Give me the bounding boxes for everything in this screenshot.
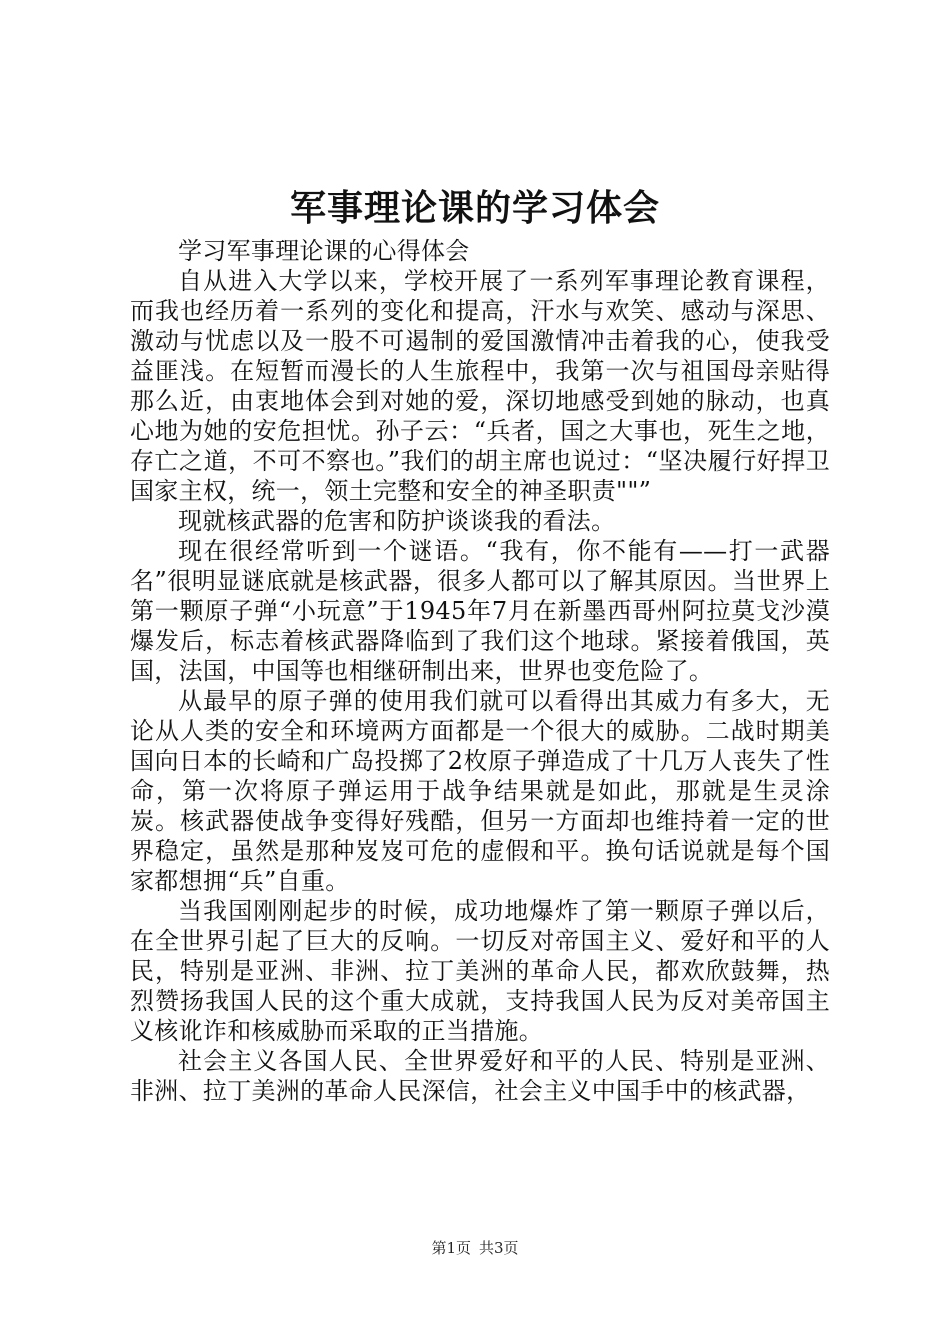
paragraph-intro: 自从进入大学以来，学校开展了一系列军事理论教育课程，而我也经历着一系列的变化和提高，汗水与欢笑、感动与深思、激动与忧虑以及一股不可遏制的爱国激情冲击着我的心，使我受益匪浅。在短暂而漫长的人生旅程中，我第一次与祖国母亲贴得那么近，由衷地体会到对她的爱，深切地感受到她的脉动，也真心地为她的安危担忧。孙子云：“兵者，国之大事也，死生之地，存亡之道，不可不察也。”我们的胡主席也说过：“坚决履行好捍卫国家主权，统一，领土完整和安全的神圣职责""” xyxy=(130,267,830,505)
document-title: 军事理论课的学习体会 xyxy=(289,187,660,229)
page-footer xyxy=(0,1238,950,1258)
paragraph-socialist: 社会主义各国人民、全世界爱好和平的人民、特别是亚洲、非洲、拉丁美洲的革命人民深信，社会主义中国手中的核武器， xyxy=(130,1047,830,1105)
page-number: 第1页 xyxy=(431,1239,471,1257)
paragraph-topic: 现就核武器的危害和防护谈谈我的看法。 xyxy=(178,507,616,535)
paragraph-subtitle: 学习军事理论课的心得体会 xyxy=(178,237,470,265)
paragraph-china-bomb: 当我国刚刚起步的时候，成功地爆炸了第一颗原子弹以后，在全世界引起了巨大的反响。一切反对帝国主义、爱好和平的人民，特别是亚洲、非洲、拉丁美洲的革命人民，都欢欣鼓舞，热烈赞扬我国人民的这个重大成就，支持我国人民为反对美帝国主义核讹诈和核威胁而采取的正当措施。 xyxy=(130,897,830,1045)
page-total: 共3页 xyxy=(479,1239,519,1257)
paragraph-threat: 从最早的原子弹的使用我们就可以看得出其威力有多大，无论从人类的安全和环境两方面都是一个很大的威胁。二战时期美国向日本的长崎和广岛投掷了2枚原子弹造成了十几万人丧失了性命，第一次将原子弹运用于战争结果就是如此，那就是生灵涂炭。核武器使战争变得好残酷，但另一方面却也维持着一定的世界稳定，虽然是那种岌岌可危的虚假和平。换句话说就是每个国家都想拥“兵”自重。 xyxy=(130,687,830,895)
paragraph-riddle: 现在很经常听到一个谜语。“我有，你不能有——打一武器名”很明显谜底就是核武器，很多人都可以了解其原因。当世界上第一颗原子弹“小玩意”于1945年7月在新墨西哥州阿拉莫戈沙漠爆发后，标志着核武器降临到了我们这个地球。紧接着俄国，英国，法国，中国等也相继研制出来，世界也变危险了。 xyxy=(130,537,830,685)
document-body xyxy=(130,236,830,1106)
